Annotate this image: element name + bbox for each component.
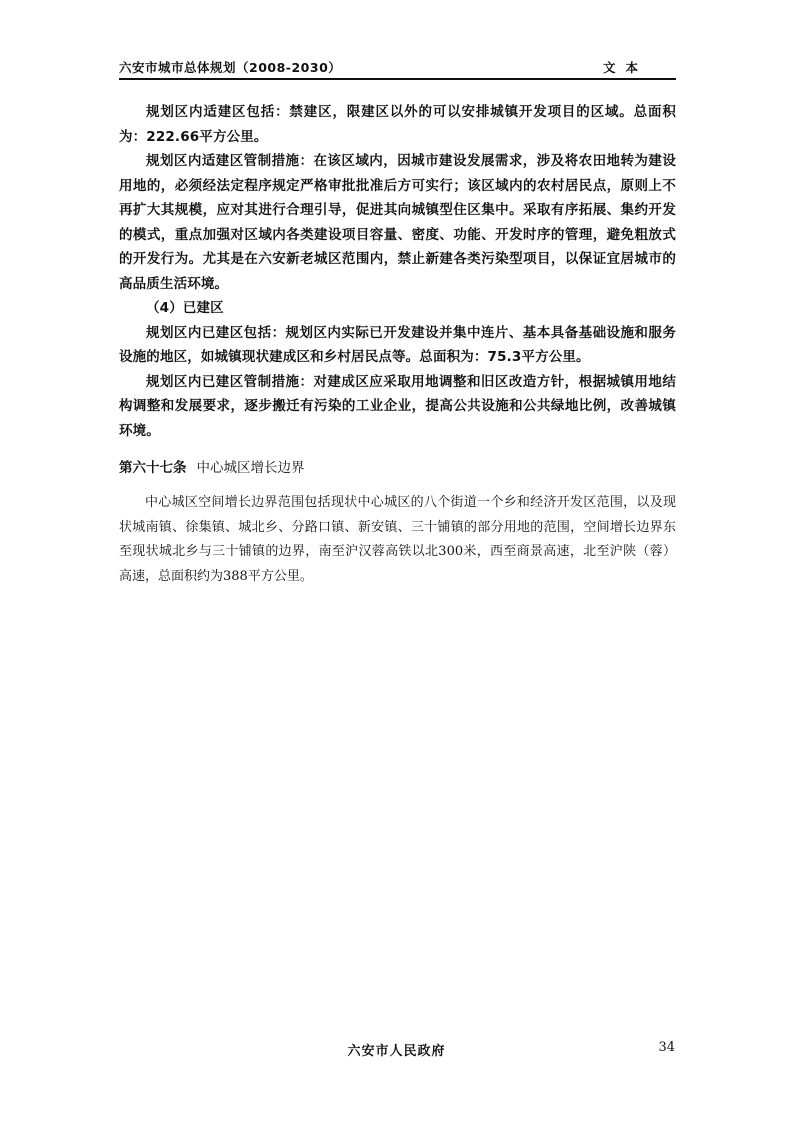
page-header (119, 56, 676, 80)
page-content (119, 100, 676, 589)
article-title: 中心城区增长边界 (196, 460, 305, 476)
suitable-zone-paragraph: 规划区内适建区包括：禁建区，限建区以外的可以安排城镇开发项目的区域。总面积为：222.66平方公里。 (119, 104, 676, 145)
bold-paragraphs (119, 100, 676, 443)
suitable-zone-control-paragraph: 规划区内适建区管制措施：在该区域内，因城市建设发展需求，涉及将农田地转为建设用地的，必须经法定程序规定严格审批批准后方可实行；该区域内的农村居民点，原则上不再扩大其规模，应对其进行合理引导，促进其向城镇型住区集中。采取有序拓展、集约开发的模式，重点加强对区域内各类建设项目容量、密度、功能、开发时序的管理，避免粗放式的开发行为。尤其是在六安新老城区范围内，禁止新建各类污染型项目，以保证宜居城市的高品质生活环境。 (119, 153, 676, 292)
article-number: 第六十七条 (119, 460, 187, 476)
article-heading (119, 457, 676, 479)
document-title: 六安市城市总体规划（2008-2030） (119, 60, 342, 75)
article-body: 中心城区空间增长边界范围包括现状中心城区的八个街道一个乡和经济开发区范围，以及现状城南镇、徐集镇、城北乡、分路口镇、新安镇、三十铺镇的部分用地的范围，空间增长边界东至现状城北乡与三十铺镇的边界，南至沪汉蓉高铁以北300米，西至商景高速，北至沪陕（蓉）高速，总面积约为388平方公里。 (119, 495, 676, 584)
page-footer: 六安市人民政府 (347, 1044, 446, 1059)
built-zone-paragraph: 规划区内已建区包括：规划区内实际已开发建设并集中连片、基本具备基础设施和服务设施的地区，如城镇现状建成区和乡村居民点等。总面积为：75.3平方公里。 (119, 324, 676, 365)
page-number: 34 (658, 1040, 675, 1055)
section-label: 文本 (602, 60, 648, 75)
built-zone-control-paragraph: 规划区内已建区管制措施：对建成区应采取用地调整和旧区改造方针，根据城镇用地结构调整和发展要求，逐步搬迁有污染的工业企业，提高公共设施和公共绿地比例，改善城镇环境。 (119, 373, 676, 439)
built-zone-subheading: （4）已建区 (146, 300, 224, 316)
